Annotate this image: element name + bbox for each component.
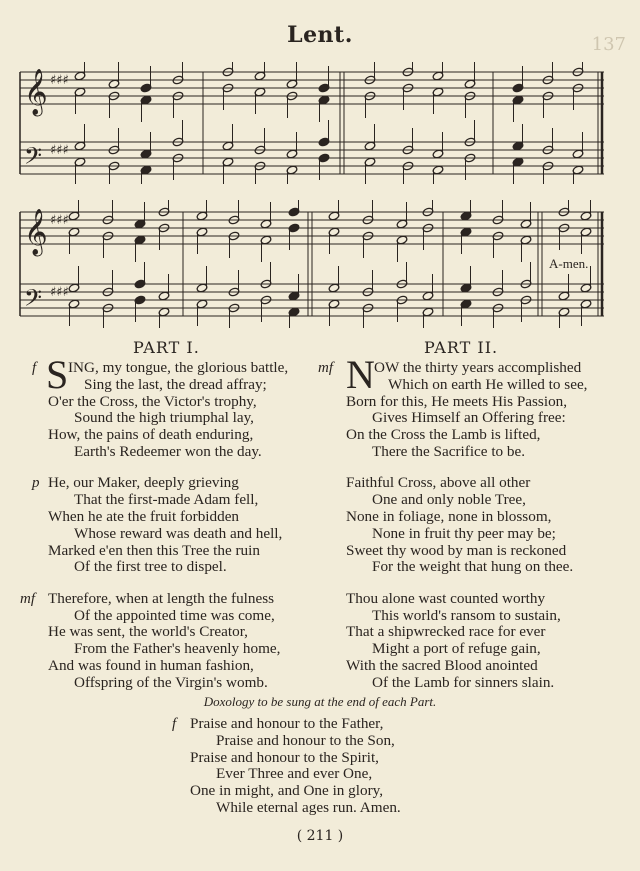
music-system-1 [18, 62, 608, 184]
dynamic-mark: f [172, 716, 177, 732]
verse-line: None in foliage, none in blossom, [346, 507, 552, 525]
treble-clef-icon: 𝄞 [24, 69, 48, 115]
verse-line: With the sacred Blood anointed [346, 656, 538, 674]
verse-line: ING, my tongue, the glorious battle, [68, 359, 289, 376]
music-system-2 [18, 200, 608, 328]
key-signature-sharps: ♯♯♯ [50, 73, 69, 88]
verse-line: Sweet thy wood by man is reckoned [346, 541, 567, 559]
verse-line: Praise and honour to the Spirit, [190, 748, 379, 766]
stanza [32, 352, 289, 461]
verse-line: That the first-made Adam fell, [74, 491, 259, 509]
stanza [346, 475, 587, 576]
key-signature-sharps-2: ♯♯♯ [50, 213, 69, 228]
drop-cap: N [346, 352, 375, 397]
doxology-heading: Doxology to be sung at the end of each Part. [203, 694, 437, 709]
verse-line: For the weight that hung on thee. [372, 558, 574, 576]
verse-line: OW the thirty years accomplished [374, 359, 582, 376]
dynamic-mark: mf [20, 590, 35, 607]
verse-line: He, our Maker, deeply grieving [48, 474, 239, 492]
hymn-title: Lent. [287, 22, 353, 48]
stanza [318, 352, 588, 461]
verse-line: Of the Lamb for sinners slain. [372, 673, 555, 691]
verse-line: This world's ransom to sustain, [372, 606, 561, 624]
verse-line: How, the pains of death enduring, [48, 426, 254, 444]
key-signature-sharps-bass-2: ♯♯♯ [50, 285, 69, 300]
treble-clef-icon-2: 𝄞 [24, 209, 48, 255]
bass-clef-icon-2: 𝄢 [24, 284, 43, 317]
verse-line: On the Cross the Lamb is lifted, [346, 426, 541, 444]
stanza [20, 589, 288, 692]
page-header [0, 22, 640, 55]
key-signature-sharps-bass: ♯♯♯ [50, 143, 69, 158]
music-system-1-svg [18, 62, 608, 184]
verse-line: Marked e'en then this Tree the ruin [48, 541, 260, 559]
note-heads-2 [68, 200, 592, 328]
verse-line: That a shipwrecked race for ever [346, 623, 546, 641]
doxology-text [172, 715, 401, 817]
dynamic-mark: f [32, 360, 37, 376]
part-one-text [20, 352, 289, 706]
stanza [32, 474, 288, 576]
verse-line: Thou alone wast counted worthy [346, 589, 546, 607]
page-number: ( 211 ) [296, 828, 344, 844]
verse-line: When he ate the fruit forbidden [48, 507, 240, 525]
bass-clef-icon: 𝄢 [24, 142, 43, 175]
verse-line: O'er the Cross, the Victor's trophy, [48, 392, 257, 410]
verse-line: Of the appointed time was come, [74, 606, 275, 624]
verse-line: One and only noble Tree, [372, 491, 526, 509]
verse-line: There the Sacrifice to be. [372, 442, 526, 460]
verse-line: He was sent, the world's Creator, [48, 623, 248, 641]
verse-line: Offspring of the Virgin's womb. [74, 673, 268, 691]
verse-line: None in fruit thy peer may be; [372, 524, 556, 542]
part-one-heading: PART I. [133, 338, 200, 357]
verse-line: Praise and honour to the Son, [216, 731, 395, 749]
verse-line: While eternal ages run. Amen. [216, 798, 401, 816]
dynamic-mark: mf [318, 360, 333, 376]
music-system-2-svg [18, 200, 608, 328]
dynamic-mark: p [32, 475, 40, 492]
verse-line: Earth's Redeemer won the day. [74, 442, 262, 460]
verse-line: Born for this, He meets His Passion, [346, 392, 568, 410]
verse-line: Which on earth He willed to see, [388, 375, 588, 393]
verse-line: Therefore, when at length the fulness [48, 589, 275, 607]
verse-line: From the Father's heavenly home, [74, 640, 281, 658]
drop-cap: S [46, 352, 69, 397]
verse-line: One in might, and One in glory, [190, 782, 384, 800]
verse-line: And was found in human fashion, [48, 656, 254, 674]
stanza [346, 591, 587, 692]
part-two-text [318, 352, 588, 706]
part-two-heading: PART II. [424, 338, 499, 357]
verse-line: Ever Three and ever One, [216, 765, 373, 783]
verse-line: Praise and honour to the Father, [190, 715, 384, 732]
amen-label: A-men. [549, 256, 589, 271]
verse-line: Sound the high triumphal lay, [74, 409, 254, 427]
verse-line: Of the first tree to dispel. [74, 558, 227, 576]
verse-line: Sing the last, the dread affray; [84, 375, 267, 393]
bleed-through-page-number: 137 [591, 34, 626, 55]
verse-line: Gives Himself an Offering free: [372, 409, 566, 427]
verse-line: Whose reward was death and hell, [74, 524, 283, 542]
verse-line: Faithful Cross, above all other [346, 474, 531, 492]
verse-line: Might a port of refuge gain, [372, 640, 541, 658]
